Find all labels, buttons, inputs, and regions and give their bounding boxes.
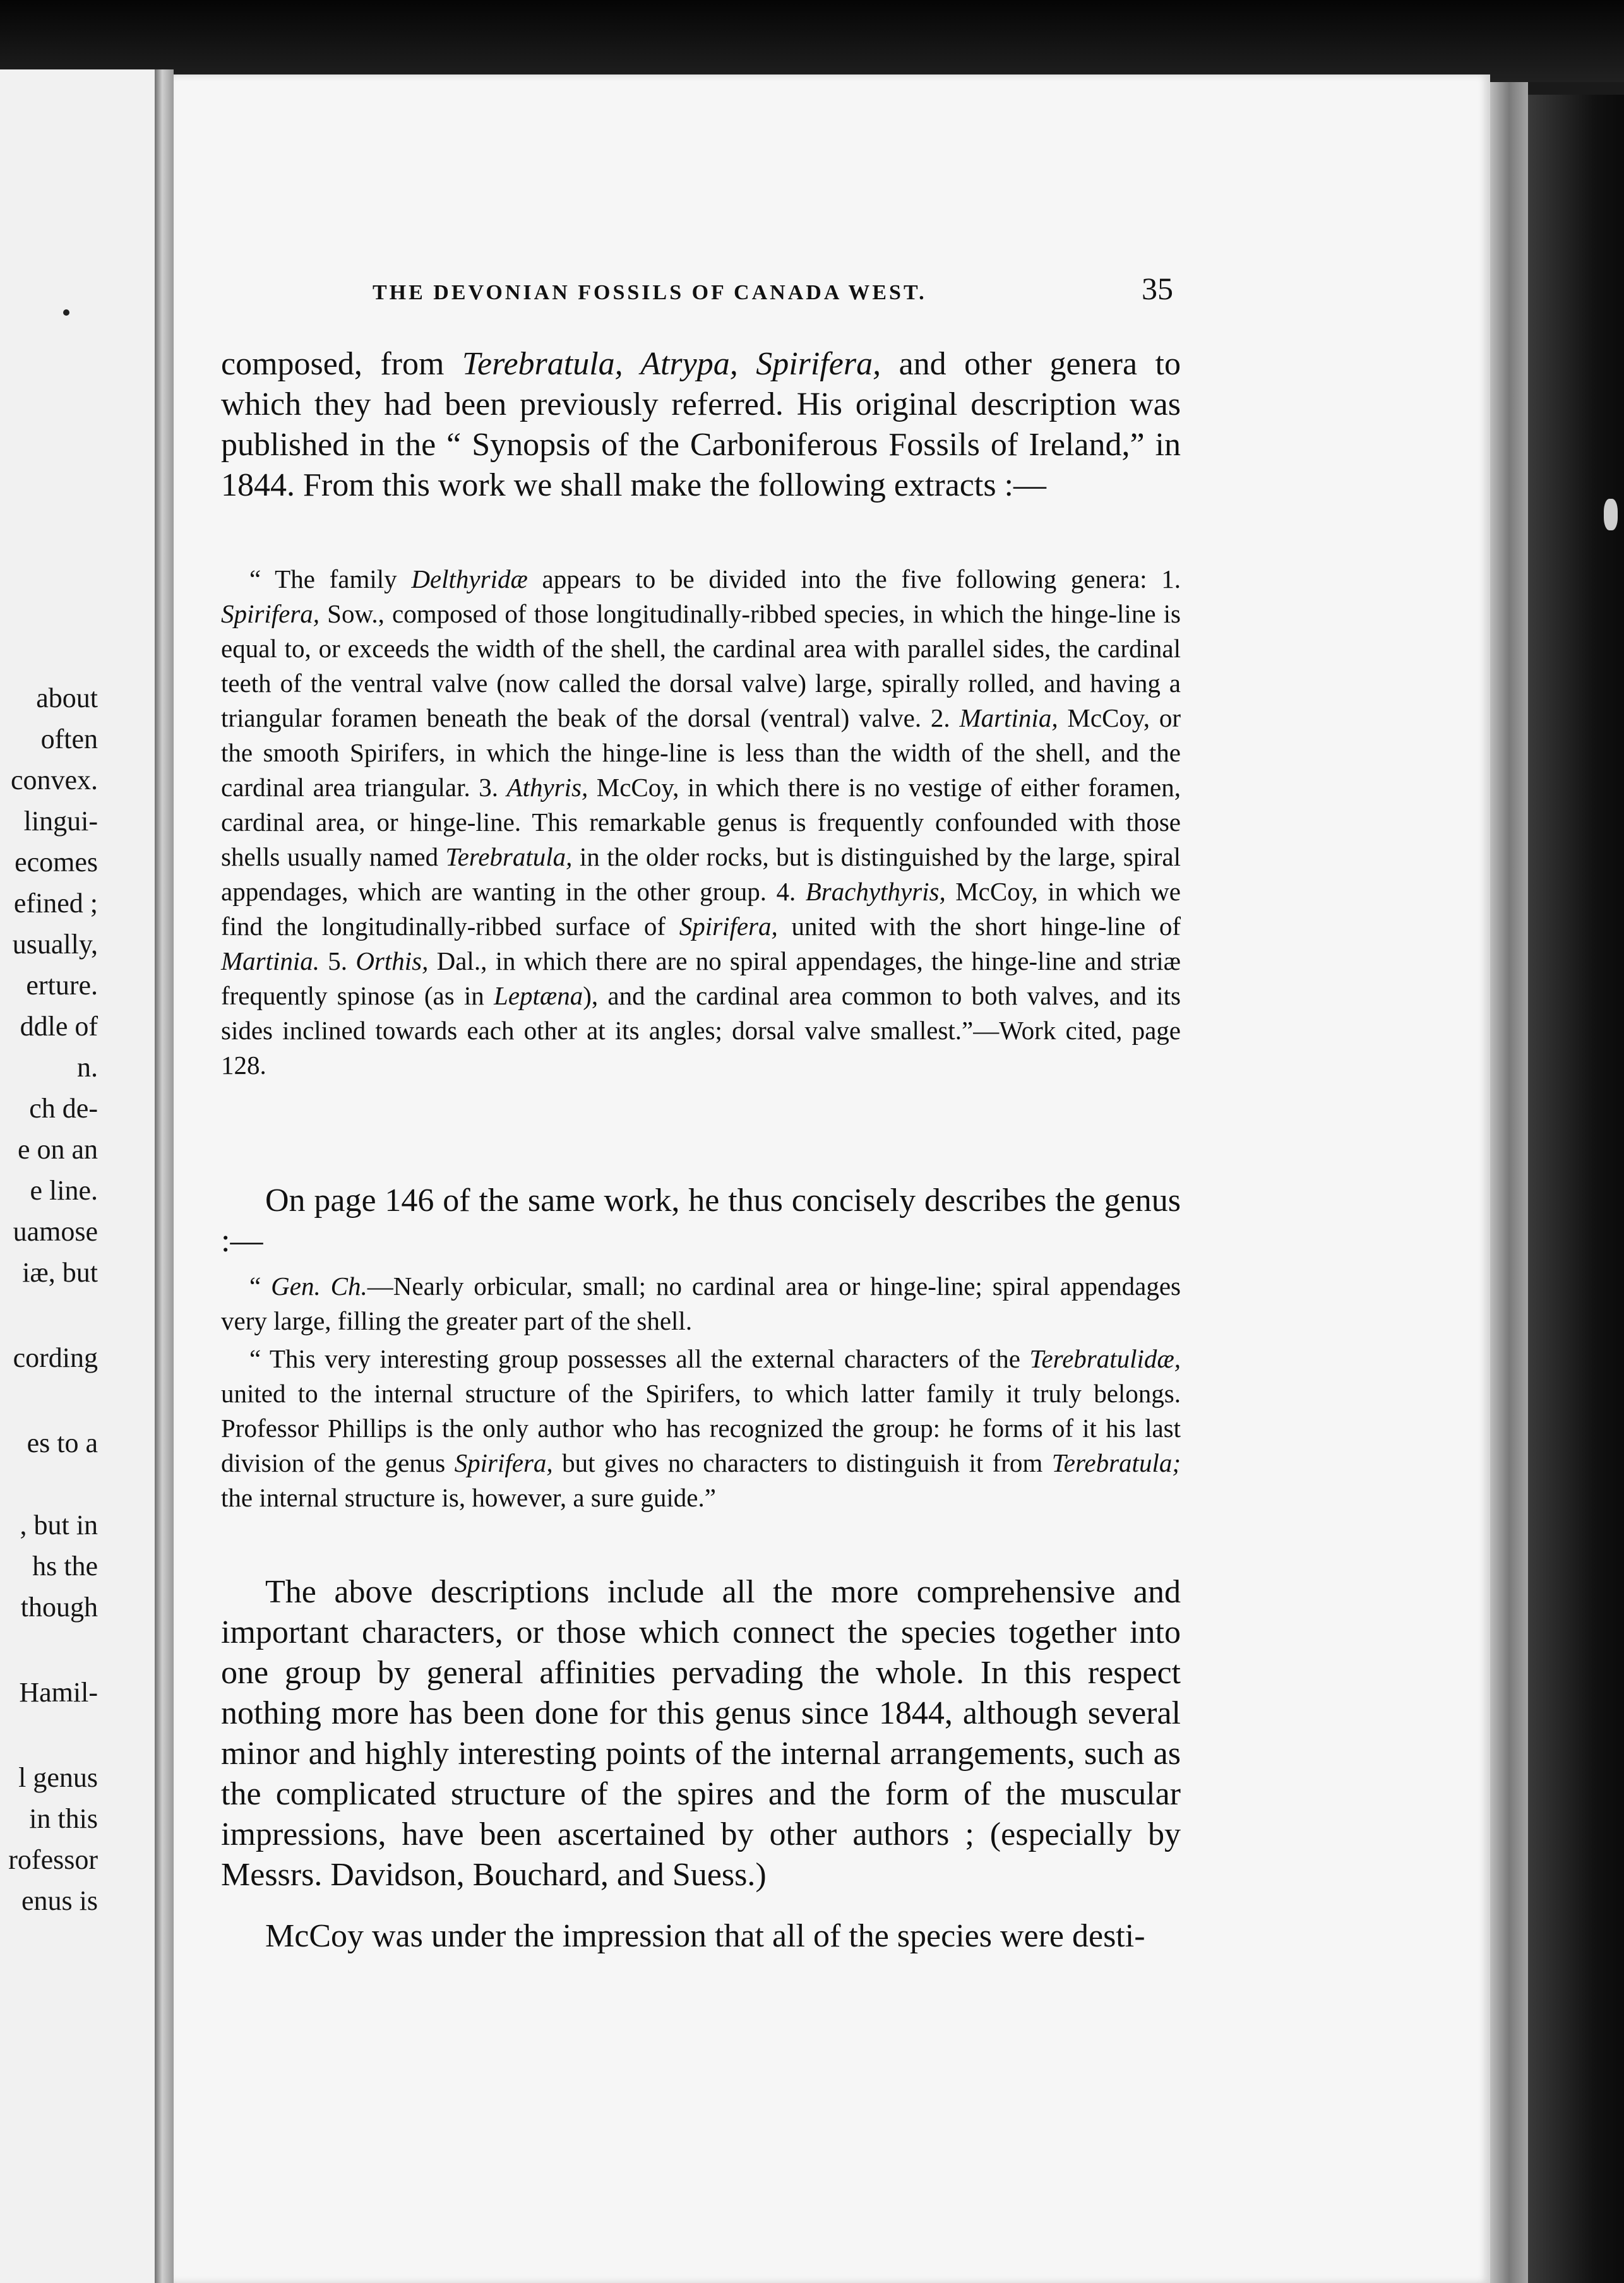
left-fragment-line: , but in (20, 1510, 98, 1541)
left-fragment-line: l genus (18, 1762, 98, 1793)
book-gutter (155, 69, 174, 2283)
paragraph-page-146: On page 146 of the same work, he thus concisely describes the genus :— (221, 1183, 1181, 1259)
left-fragment-line: ecomes (15, 847, 98, 878)
left-fragment-line: enus is (21, 1885, 98, 1916)
left-fragment-line: e on an (17, 1134, 98, 1165)
scan-speck (63, 309, 69, 316)
left-fragment-line: erture. (26, 970, 98, 1001)
paragraph-descriptions: The above descriptions include all the more comprehensive and important characters, or those which connect the species together into one group by general affinities pervading the whole. In this respect nothing more has been done for this genus since 1844, although several minor and highly interesting points of the internal arrangements, such as the complicated structure of the spires and the form of the muscular impressions, have been ascertained by other authors ; (especially by Messrs. Davidson, Bouchard, and Suess.) (221, 1574, 1181, 1893)
page-edge (1490, 82, 1528, 2283)
left-fragment-line: about (36, 683, 98, 713)
quotation-group: “ This very interesting group possesses all the external characters of the Terebratulidæ, united to the internal structure of the Spirifers, to which latter family it truly belongs. Professor Phillips is the only author who has recognized the group: he forms of it his last division of the genus Spirifera, but gives no characters to distinguish it from Terebratula; the internal structure is, however, a sure guide.” (221, 1344, 1181, 1512)
paragraph-mccoy: McCoy was under the impression that all of the species were desti- (265, 1918, 1145, 1954)
quotation-genera: “ The family Delthyridæ appears to be divided into the five following genera: 1. Spirifera, Sow., composed of those longitudinally-ribbed species, in which the hinge-line is equal to, or exceeds the width of the shell, the cardinal area with parallel sides, the cardinal teeth of the ventral valve (now called the dorsal valve) large, spirally rolled, and having a triangular foramen beneath the beak of the dorsal (ventral) valve. 2. Martinia, McCoy, or the smooth Spirifers, in which the hinge-line is less than the width of the shell, and the cardinal area triangular. 3. Athyris, McCoy, in which there is no vestige of either foramen, cardinal area, or hinge-line. This remarkable genus is frequently confounded with those shells usually named Terebratula, in the older rocks, but is distinguished by the large, spiral appendages, which are wanting in the other group. 4. Brachythyris, McCoy, in which we find the longitudinally-ribbed surface of Spirifera, united with the short hinge-line of Martinia. 5. Orthis, Dal., in which there are no spiral appendages, the hinge-line and striæ frequently spinose (as in Leptæna), and the cardinal area common to both valves, and its sides inclined towards each other at its angles; dorsal valve smallest.”—Work cited, page 128. (221, 564, 1181, 1080)
left-fragment-line: though (20, 1592, 98, 1623)
left-fragment-line: es to a (27, 1428, 98, 1458)
left-fragment-line: hs the (32, 1551, 98, 1582)
running-header: THE DEVONIAN FOSSILS OF CANADA WEST. (373, 281, 927, 304)
left-fragment-line: cording (13, 1342, 98, 1373)
left-fragment-line: rofessor (8, 1844, 98, 1875)
left-fragment-line: n. (77, 1052, 98, 1083)
left-fragment-line: iæ, but (22, 1257, 98, 1288)
left-fragment-line: ddle of (20, 1011, 98, 1042)
left-fragment-line: lingui- (23, 806, 98, 837)
page-edge-shadow (1528, 95, 1624, 2283)
left-fragment-line: efined ; (13, 888, 98, 919)
left-fragment-line: Hamil- (19, 1677, 98, 1708)
quotation-gen-ch: “ Gen. Ch.—Nearly orbicular, small; no cardinal area or hinge-line; spiral appendages very large, filling the greater part of the shell. (221, 1272, 1181, 1335)
left-fragment-line: in this (29, 1803, 98, 1834)
left-page-fragment (0, 69, 155, 2283)
left-fragment-line: e line. (30, 1175, 98, 1206)
left-fragment-line: convex. (10, 765, 98, 796)
left-fragment-line: often (40, 724, 98, 754)
page-number: 35 (1142, 271, 1173, 306)
paragraph-intro: composed, from Terebratula, Atrypa, Spirifera, and other genera to which they had been previously referred. His original description was published in the “ Synopsis of the Carboniferous Fossils of Ireland,” in 1844. From this work we shall make the following extracts :— (221, 346, 1181, 503)
scan-top-shadow (0, 0, 1624, 82)
left-fragment-line: uamose (13, 1216, 98, 1247)
left-fragment-line: usually, (12, 929, 98, 960)
left-fragment-line: ch de- (29, 1093, 98, 1124)
scan-speck (1604, 499, 1618, 530)
